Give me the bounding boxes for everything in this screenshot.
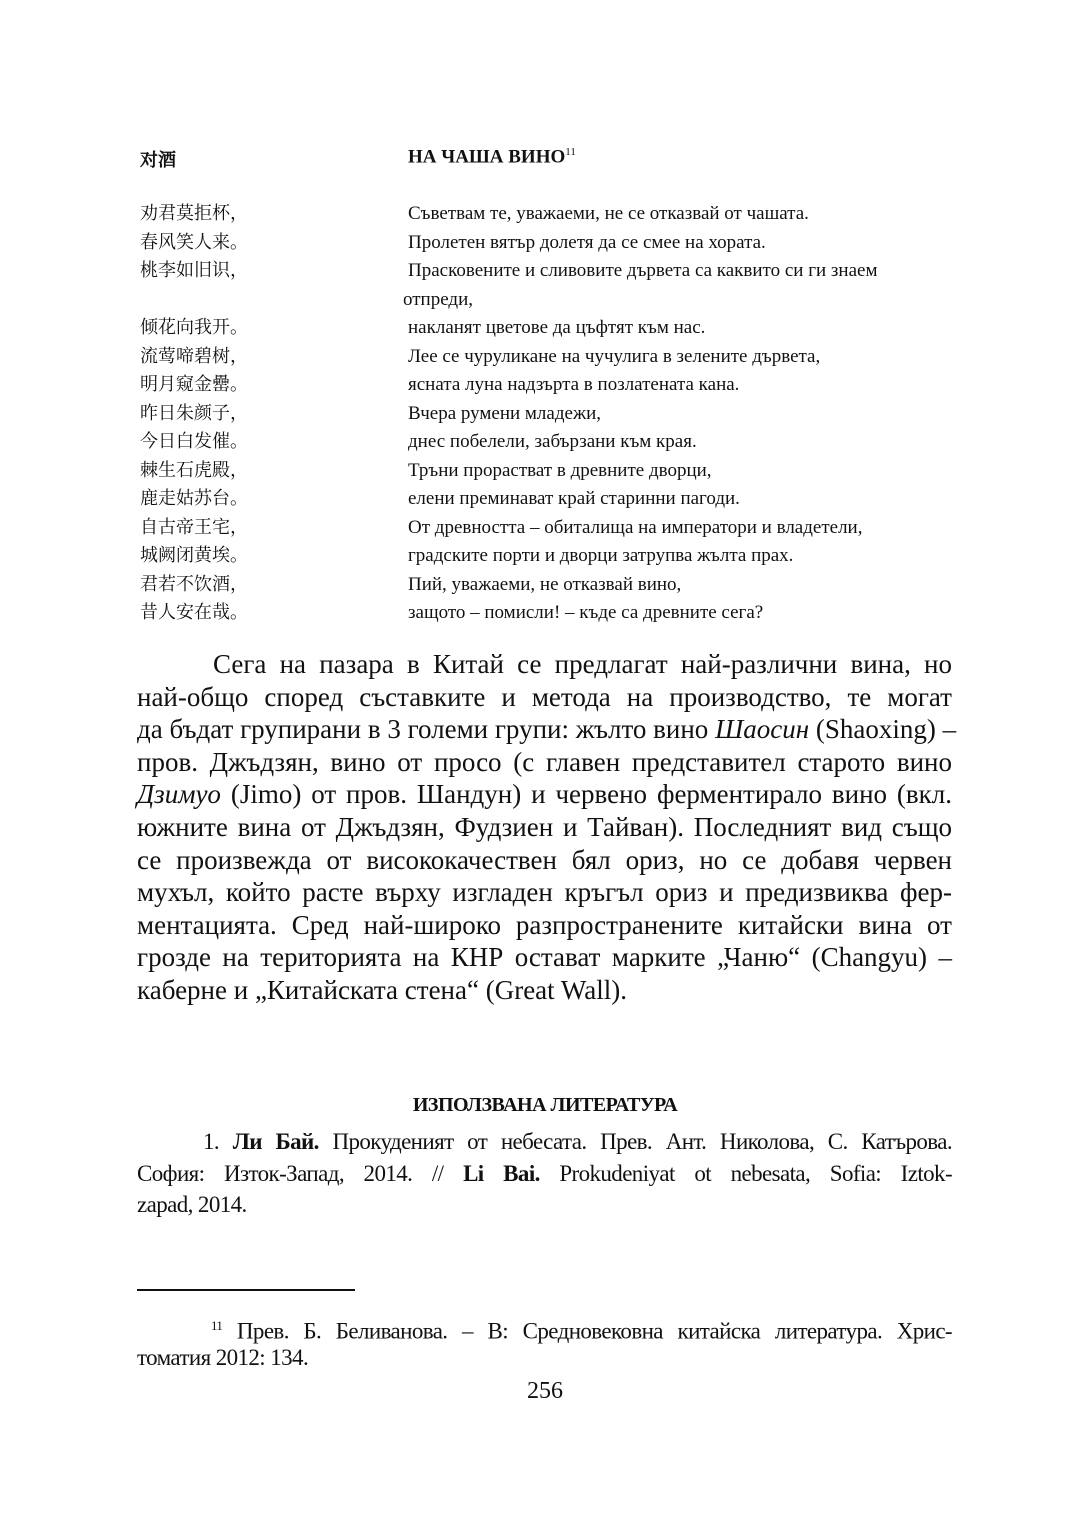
poem-line-bulgarian: отпреди, [403,288,473,310]
poem-line-bulgarian: Пролетен вятър долетя да се смее на хората. [408,231,766,253]
paragraph-line: пров. Джъдзян, вино от просо (с главен представител старото вино [137,746,952,777]
footnote-line [137,1310,952,1342]
footnote [137,1310,952,1374]
poem-line-bulgarian: Съветвам те, уважаеми, не се отказвай от чашата. [408,203,809,224]
paragraph-line: каберне и „Китайската стена“ (Great Wall). [137,974,627,1005]
reference-line: zapad, 2014. [137,1192,247,1217]
text: да бъдат групирани в 3 големи групи: жълто вино [137,714,716,745]
poem-line-bulgarian: защото – помисли! – къде са древните сега? [408,602,764,623]
paragraph-line: южните вина от Джъдзян, Фудзиен и Тайван). Последният вид също [137,811,952,842]
reference-line [137,1126,952,1158]
poem-line-chinese: 春风笑人来。 [140,231,248,253]
paragraph-line [137,713,957,746]
footnote-divider [137,1289,355,1291]
poem-line-chinese: 昨日朱颜子， [140,402,248,424]
reference-author: Li Bai. [463,1160,540,1186]
poem-line-bulgarian: Тръни прорастват в древните дворци, [408,459,712,481]
poem-line-bulgarian: накланят цветове да цъфтят към нас. [408,317,706,338]
poem-line-chinese: 君若不饮酒， [140,573,248,595]
body-paragraph [137,648,957,1007]
reference-list [137,1126,952,1221]
poem-line-bulgarian: Лее се чуруликане на чучулига в зелените дървета, [408,345,821,367]
page-number: 256 [527,1378,563,1404]
poem-line-chinese: 棘生石虎殿， [140,459,248,481]
poem-line-chinese: 桃李如旧识， [140,260,248,281]
paragraph-line: мухъл, който расте върху изгладен кръгъл ориз и предизвиква фер- [137,877,952,908]
paragraph-line [137,778,952,811]
poem-line-bulgarian: градските порти и дворци затрупва жълта прах. [408,545,794,566]
italic-term: Дзимуо [137,779,221,810]
paragraph-line: грозде на територията на КНР остават марките „Чаню“ (Changyu) – [137,942,952,973]
poem-line-chinese: 劝君莫拒杯， [140,203,248,224]
poem-line-bulgarian: днес побелели, забързани към края. [408,431,697,452]
footnote-line: томатия 2012: 134. [137,1345,309,1370]
poem-line-chinese: 城阙闭黄埃。 [140,545,248,566]
footnote-reference: 11 [565,146,576,158]
reference-line [137,1158,952,1190]
paragraph-line: се произвежда от висококачествен бял ориз, но се добавя червен [137,844,952,875]
paragraph-line: ментацията. Сред най-широко разпространените китайски вина от [137,909,952,940]
footnote-number: 11 [211,1318,223,1333]
poem-line-bulgarian: От древността – обиталища на императори и владетели, [408,516,863,538]
reference-number: 1. [203,1129,233,1154]
poem-line-bulgarian: елени преминават край старинни пагоди. [408,488,740,509]
references-heading: ИЗПОЛЗВАНА ЛИТЕРАТУРА [412,1094,678,1116]
poem-line-bulgarian: Пий, уважаеми, не отказвай вино, [408,573,682,595]
poem-line-chinese: 倾花向我开。 [140,317,248,338]
poem-line-chinese: 昔人安在哉。 [140,602,248,623]
poem-title-text: НА ЧАША ВИНО [408,146,566,168]
italic-term: Шаосин [715,714,810,745]
poem-line-bulgarian: Прасковените и сливовите дървета са каквито си ги знаем [408,260,878,281]
text: (Shaoxing) – [809,714,957,745]
text: Прев. Б. Беливанова. – В: Средновековна китайска литература. Хрис- [222,1318,952,1344]
poem-title-chinese: 对酒 [140,150,176,171]
poem-line-chinese: 今日白发催。 [140,431,248,452]
poem-line-chinese: 明月窥金罍。 [140,374,248,395]
poem-line-bulgarian: ясната луна надзърта в позлатената кана. [408,374,740,395]
poem-line-chinese: 自古帝王宅， [140,516,248,538]
text: (Jimo) от пров. Шандун) и червено ферментирало вино (вкл. [220,779,952,810]
poem-line-bulgarian: Вчера румени младежи, [408,402,601,424]
text: Прокуденият от небесата. Прев. Ант. Николова, С. Катърова. [318,1129,953,1154]
poem-title-bulgarian [408,146,576,168]
text: Prokudeniyat ot nebesata, Sofia: Iztok- [539,1160,952,1186]
poem-line-chinese: 鹿走姑苏台。 [140,488,248,509]
poem-line-chinese: 流莺啼碧树， [140,345,248,367]
reference-author: Ли Бай. [232,1129,319,1154]
text: София: Изток-Запад, 2014. // [137,1160,464,1186]
paragraph-line: най-общо според съставките и метода на производство, те могат [137,681,952,712]
paragraph-line: Сега на пазара в Китай се предлагат най-различни вина, но [213,649,952,679]
